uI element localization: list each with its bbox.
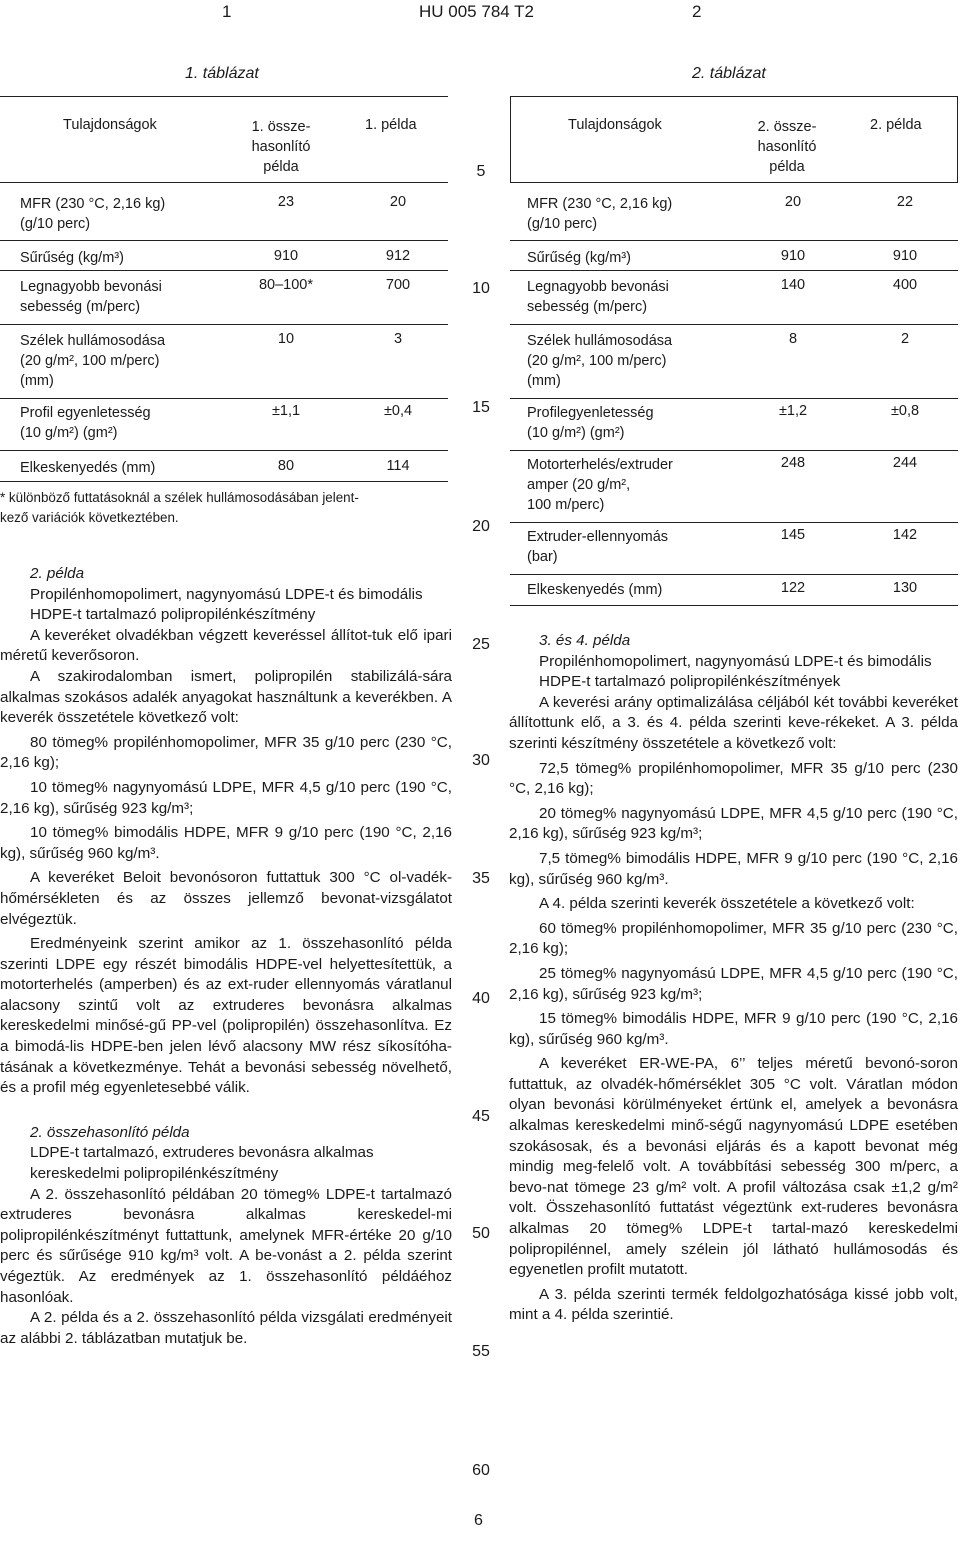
composition-line: 60 tömeg% propilénhomopolimer, MFR 35 g/10 perc (230 °C, 2,16 kg); — [509, 919, 958, 958]
line-number: 5 — [476, 163, 486, 180]
table2-header-comparative: 2. össze- hasonlító példa — [757, 119, 817, 175]
table1-prop: Elkeskenyedés (mm) — [20, 460, 156, 476]
composition-line: 15 tömeg% bimodális HDPE, MFR 9 g/10 perc (190 °C, 2,16 kg), sűrűség 960 kg/m³. — [509, 1010, 958, 1048]
composition-line: 80 tömeg% propilénhomopolimer, MFR 35 g/10 perc (230 °C, 2,16 kg); — [0, 733, 452, 772]
table1-prop: Profil egyenletesség (10 g/m²) (gm²) — [20, 405, 151, 441]
composition-line: 20 tömeg% nagynyomású LDPE, MFR 4,5 g/10 perc (190 °C, 2,16 kg), sűrűség 923 kg/m³; — [509, 804, 958, 843]
table2-value-a: 8 — [788, 331, 798, 347]
line-number: 15 — [472, 399, 490, 416]
table2-value-a: 248 — [780, 455, 806, 471]
table2-prop: MFR (230 °C, 2,16 kg) (g/10 perc) — [527, 196, 673, 232]
composition-line: 25 tömeg% nagynyomású LDPE, MFR 4,5 g/10 perc (190 °C, 2,16 kg), sűrűség 923 kg/m³; — [509, 964, 958, 1003]
table2-caption: 2. táblázat — [692, 65, 766, 82]
line-number: 55 — [472, 1343, 490, 1360]
table2-value-a: 20 — [784, 194, 802, 210]
comparative2-subtitle: LDPE-t tartalmazó, extruderes bevonásra alkalmas kereskedelmi polipropilénkészítmény — [30, 1144, 374, 1183]
table2-prop: Sűrűség (kg/m³) — [527, 250, 631, 266]
line-number: 35 — [472, 870, 490, 887]
paragraph: Eredményeink szerint amikor az 1. összehasonlító példa szerinti LDPE egy részét bimodális HDPE-vel helyettesítettük, a motorterhelés (amperben) és az ext-ruder ellennyomás váratlanul alacsony szintű volt az extruderes bevonásra alkalmas kereskedelmi minősé-gű PP-vel (polipropilén) összehasonlítva. Ez a bimodá-lis HDPE-ben jelen lévő alacsony MW rész síkosítóha-tásának a következménye. Tehát a bevonási sebesség növelhető, és a profil még egyenletesebbé válik. — [0, 935, 452, 1097]
example34-title: 3. és 4. példa — [539, 632, 631, 649]
table1-value-b: 912 — [385, 248, 411, 264]
composition-line: 10 tömeg% nagynyomású LDPE, MFR 4,5 g/10 perc (190 °C, 2,16 kg), sűrűség 923 kg/m³; — [0, 778, 452, 817]
table2-header-example: 2. példa — [870, 117, 922, 133]
table2-value-a: 122 — [780, 580, 806, 596]
line-number: 50 — [472, 1225, 490, 1242]
paragraph: A keveréket Beloit bevonósoron futtattuk 300 °C ol-vadék-hőmérsékleten és az összes jellemző bevonat-vizsgálatot elvégeztük. — [0, 869, 452, 928]
comparative2-title: 2. összehasonlító példa — [30, 1123, 190, 1141]
paragraph: A keverési arány optimalizálása céljából két további keveréket állítottunk elő, a 3. és 4. példa szerinti keve-rékeket. A 3. példa szerinti készítmény összetétele a következő volt: — [509, 693, 958, 752]
example2-title: 2. példa — [30, 565, 85, 582]
table1-header-comparative: 1. össze- hasonlító példa — [251, 119, 311, 175]
table2-value-a: 145 — [780, 527, 806, 543]
table2-value-b: 130 — [892, 580, 918, 596]
table2-value-a: ±1,2 — [778, 403, 808, 419]
line-number: 60 — [472, 1462, 490, 1479]
table2-value-a: 140 — [780, 277, 806, 293]
table1-prop: MFR (230 °C, 2,16 kg) (g/10 perc) — [20, 196, 166, 232]
table2-value-b: 2 — [900, 331, 910, 347]
paragraph: A 3. példa szerinti termék feldolgozhatósága kissé jobb volt, mint a 4. példa szerintié. — [509, 1285, 958, 1324]
table2-header-property: Tulajdonságok — [568, 117, 662, 133]
right-column-body — [509, 631, 958, 1326]
table1-value-a: 23 — [277, 194, 295, 210]
line-number: 40 — [472, 990, 490, 1007]
paragraph: A 2. összehasonlító példában 20 tömeg% LDPE-t tartalmazó extruderes bevonásra alkalmas kereskedel-mi polipropilénkészítményt futtattunk, amelynek MFR-értéke 20 g/10 perc és sűrűsége 910 kg/m³ volt. A be-vonást a 2. példa szerint végeztük. Az eredmények az 1. összehasonlító példáéhoz hasonlóak. — [0, 1185, 452, 1306]
table1-caption: 1. táblázat — [185, 65, 259, 82]
example2-subtitle: Propilénhomopolimert, nagynyomású LDPE-t és bimodális HDPE-t tartalmazó polipropilénkészítmény — [30, 585, 423, 624]
table2-value-b: 244 — [892, 455, 918, 471]
table2-value-b: 22 — [896, 194, 914, 210]
table2 — [510, 96, 958, 616]
paragraph: A szakirodalomban ismert, polipropilén stabilizálá-sára alkalmas szokásos adalék anyagokat használtunk a keverékben. A keverék összetétele következő volt: — [0, 667, 452, 727]
table2-prop: Szélek hullámosodása (20 g/m², 100 m/perc) (mm) — [527, 333, 673, 389]
column-number-right: 2 — [692, 2, 702, 21]
table1 — [0, 96, 448, 496]
table1-value-b: 700 — [385, 277, 411, 293]
paragraph: A 4. példa szerinti keverék összetétele a következő volt: — [539, 895, 915, 913]
table1-prop: Legnagyobb bevonási sebesség (m/perc) — [20, 279, 162, 315]
table1-value-a: 910 — [273, 248, 299, 264]
left-column-body — [0, 564, 452, 1349]
table2-prop: Extruder-ellennyomás (bar) — [527, 529, 669, 565]
table1-value-b: 114 — [386, 458, 410, 474]
page-number: 6 — [474, 1512, 483, 1529]
table1-value-b: 3 — [393, 331, 403, 347]
composition-line: 7,5 tömeg% bimodális HDPE, MFR 9 g/10 perc (190 °C, 2,16 kg), sűrűség 960 kg/m³. — [509, 849, 958, 888]
table1-value-a: 80 — [277, 458, 295, 474]
table1-value-a: 10 — [277, 331, 295, 347]
paragraph: A keveréket olvadékban végzett keveréssel állítot-tuk elő ipari méretű keverősoron. — [0, 626, 452, 665]
table1-value-a: ±1,1 — [271, 403, 301, 419]
column-number-left: 1 — [222, 2, 232, 21]
table2-prop: Motorterhelés/extruder amper (20 g/m², 100 m/perc) — [527, 457, 673, 513]
table2-value-a: 910 — [780, 248, 806, 264]
example34-subtitle: Propilénhomopolimert, nagynyomású LDPE-t és bimodális HDPE-t tartalmazó polipropilénkészítmények — [539, 652, 932, 691]
paragraph: A 2. példa és a 2. összehasonlító példa vizsgálati eredményeit az alábbi 2. táblázatban mutatjuk be. — [0, 1309, 452, 1347]
table1-prop: Sűrűség (kg/m³) — [20, 250, 124, 266]
line-number: 45 — [472, 1108, 490, 1125]
table1-header-example: 1. példa — [365, 117, 417, 133]
table2-prop: Profilegyenletesség (10 g/m²) (gm²) — [527, 405, 654, 441]
table2-value-b: 400 — [892, 277, 918, 293]
paragraph: A keveréket ER-WE-PA, 6’’ teljes méretű bevonó-soron futtattuk, az olvadék-hőmérséklet 305 °C volt. Váratlan módon olyan bevonási körülményeket értünk el, amelyek a bevonásra alkalmas kereskedelmi minő-ségű nagynyomású LDPE esetében szokásosak, és a bevonási eljárás és a kapott bevonat még mindig meg-felelő volt. A továbbítási sebesség 300 m/perc, a bevo-nat tömege 23 g/m² volt. A profil változása csak ±1,2 g/m² volt. Összehasonlító futtatást végeztünk ext-ruderes bevonásra alkalmas 20 tömeg% LDPE-t tartal-mazó kereskedelmi polipropilénnel, amely szélein jól látható hullámosodás és egyenetlen profilt mutatott. — [509, 1055, 958, 1279]
document-id: HU 005 784 T2 — [419, 2, 534, 21]
line-number: 25 — [472, 636, 490, 653]
composition-line: 72,5 tömeg% propilénhomopolimer, MFR 35 g/10 perc (230 °C, 2,16 kg); — [509, 759, 958, 798]
composition-line: 10 tömeg% bimodális HDPE, MFR 9 g/10 perc (190 °C, 2,16 kg), sűrűség 960 kg/m³. — [0, 824, 452, 862]
table2-prop: Elkeskenyedés (mm) — [527, 582, 663, 598]
table1-value-b: 20 — [389, 194, 407, 210]
table1-value-a: 80–100* — [258, 277, 314, 293]
table1-prop: Szélek hullámosodása (20 g/m², 100 m/perc) (mm) — [20, 333, 166, 389]
table2-value-b: ±0,8 — [890, 403, 920, 419]
table1-footnote: * különböző futtatásoknál a szélek hullámosodásában jelent- kező variációk következtében. — [0, 490, 359, 525]
table1-value-b: ±0,4 — [383, 403, 413, 419]
table1-header-property: Tulajdonságok — [63, 117, 157, 133]
line-number: 10 — [472, 280, 490, 297]
table2-prop: Legnagyobb bevonási sebesség (m/perc) — [527, 279, 669, 315]
table2-value-b: 910 — [892, 248, 918, 264]
line-number: 30 — [472, 752, 490, 769]
table2-value-b: 142 — [892, 527, 918, 543]
line-number: 20 — [472, 518, 490, 535]
